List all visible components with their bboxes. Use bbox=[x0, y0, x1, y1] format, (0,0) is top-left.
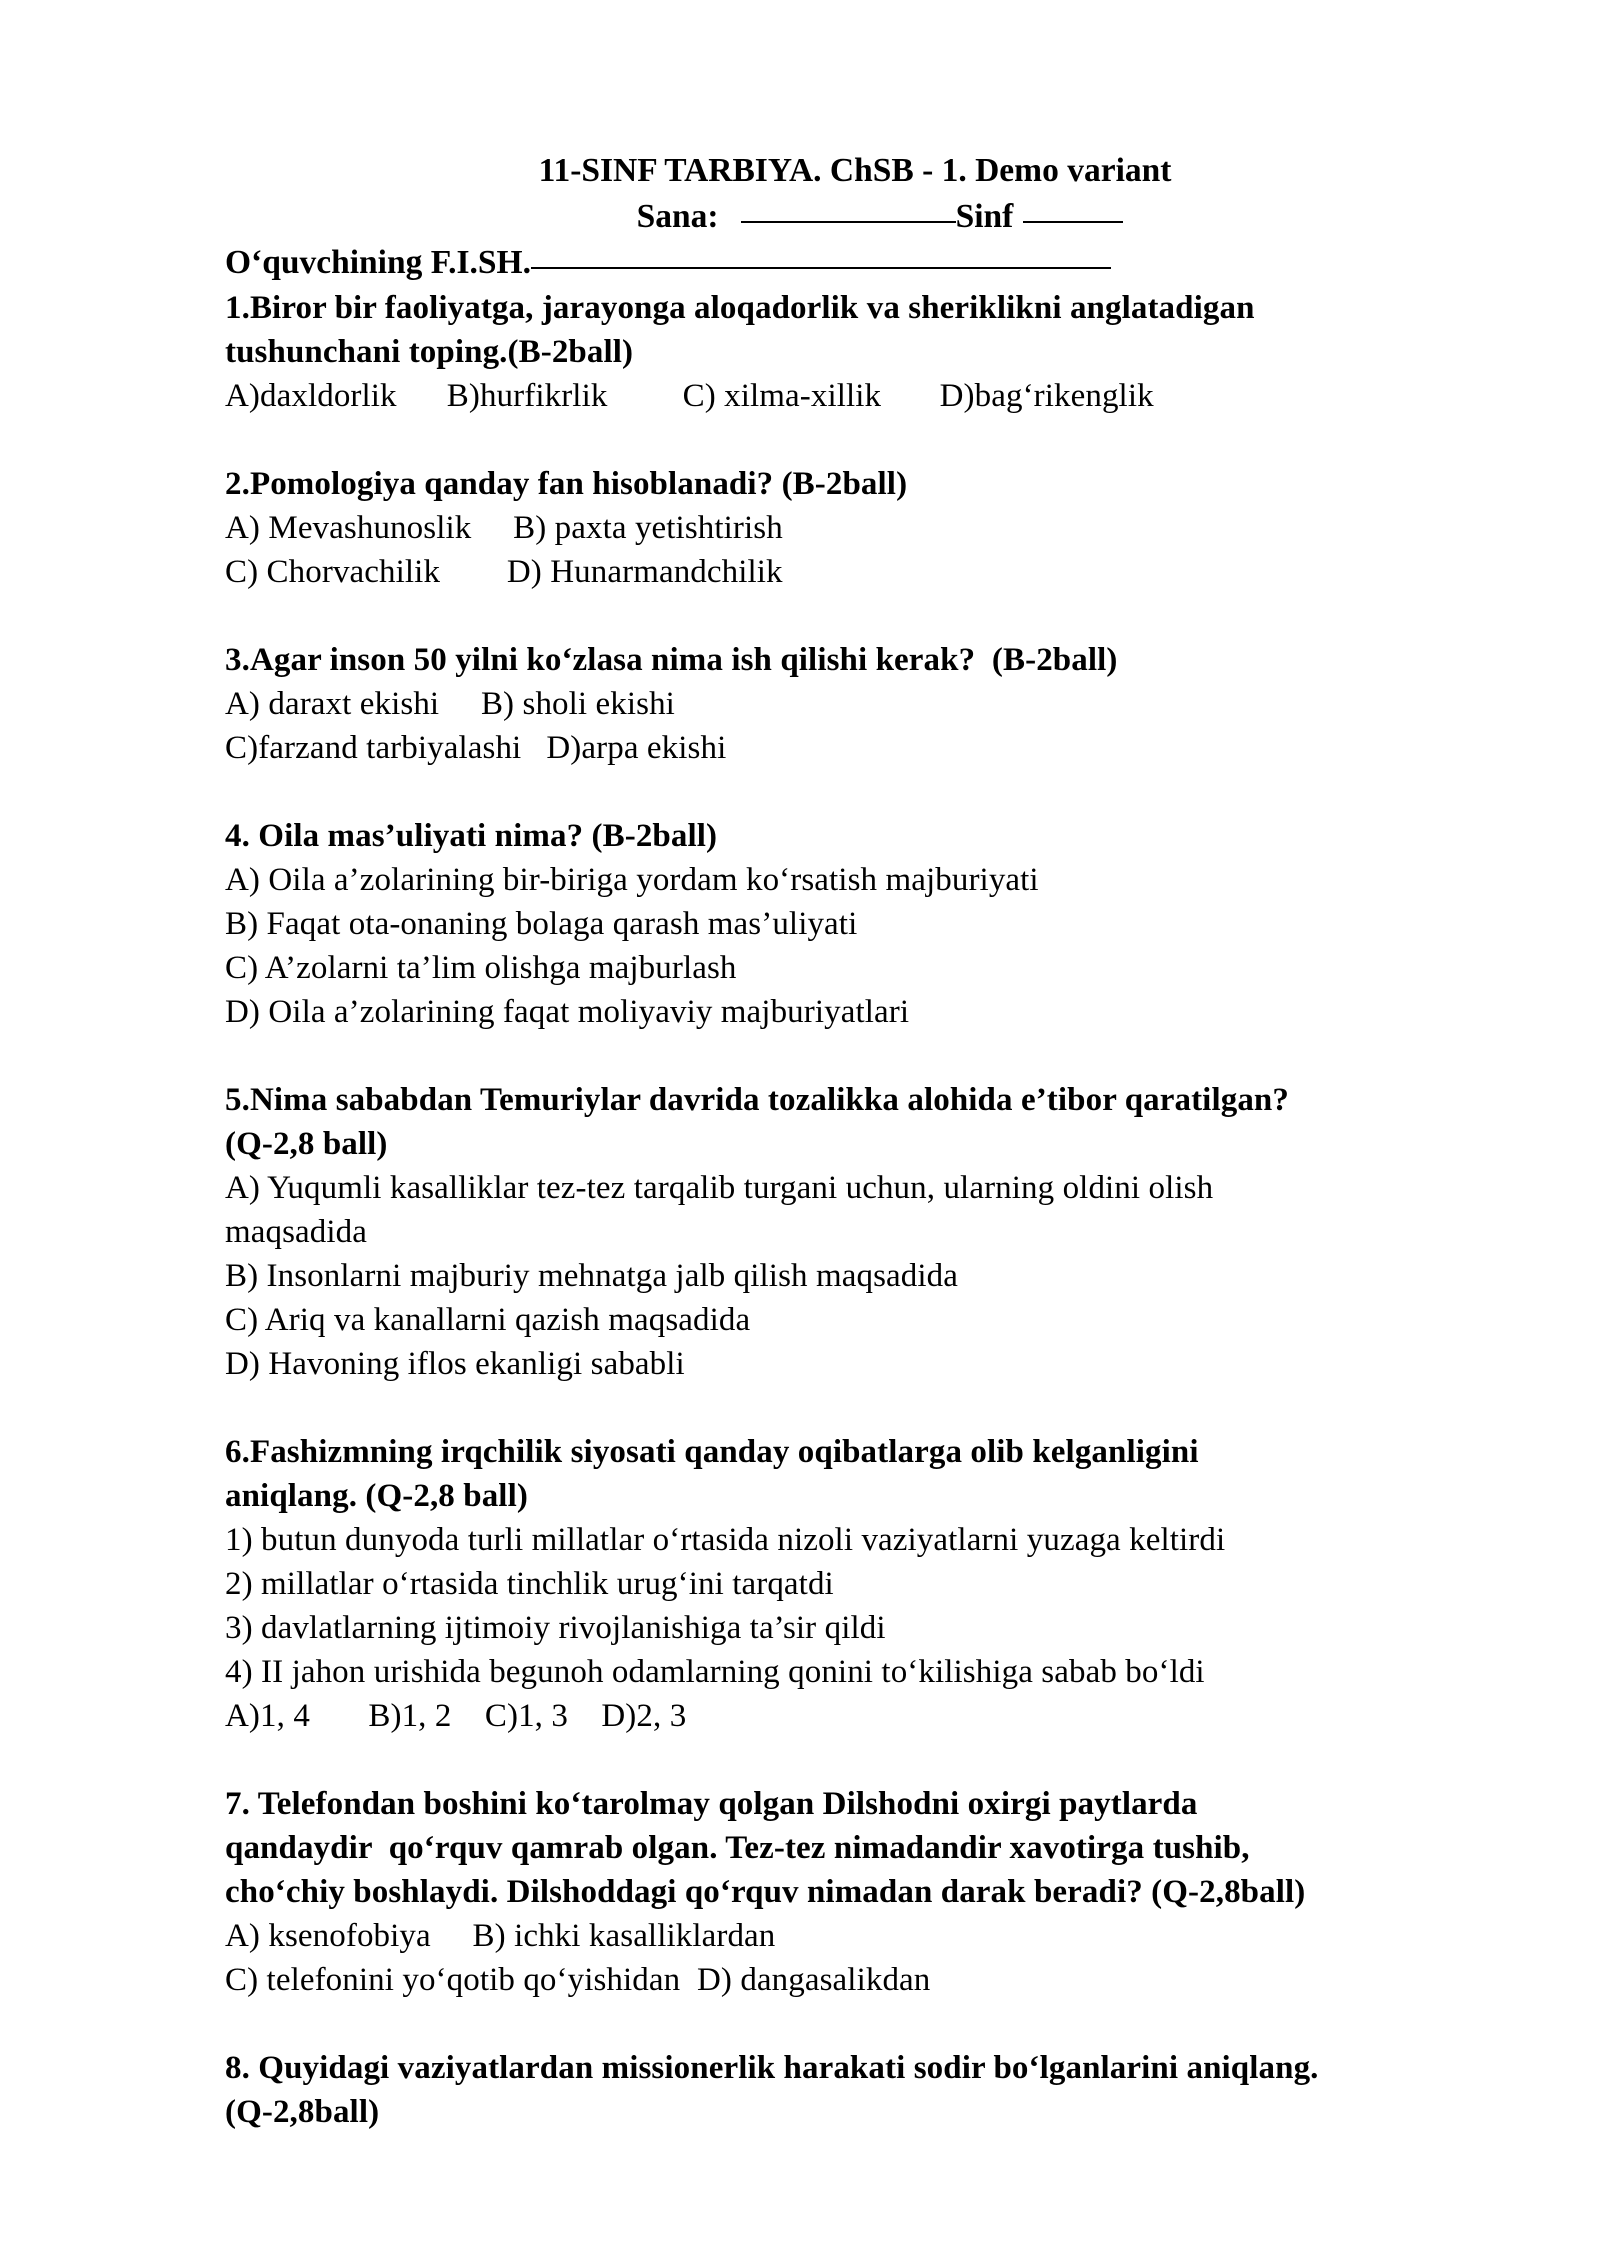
question-q4 bbox=[225, 814, 1475, 1034]
question-stem-line: 2.Pomologiya qanday fan hisoblanadi? (B-2ball) bbox=[225, 466, 908, 502]
date-class-line bbox=[225, 194, 1475, 240]
question-stem-line: cho‘chiy boshlaydi. Dilshoddagi qo‘rquv nimadan darak beradi? (Q-2,8ball) bbox=[225, 1874, 1306, 1910]
block-spacer bbox=[225, 594, 1475, 638]
answer-option-line[interactable]: C)farzand tarbiyalashi D)arpa ekishi bbox=[225, 730, 727, 766]
answer-option-line[interactable]: maqsadida bbox=[225, 1214, 368, 1250]
student-name-label: O‘quvchining F.I.SH. bbox=[225, 244, 531, 281]
block-spacer bbox=[225, 418, 1475, 462]
block-spacer bbox=[225, 1034, 1475, 1078]
block-spacer bbox=[225, 770, 1475, 814]
block-spacer bbox=[225, 2002, 1475, 2046]
answer-option-line[interactable]: 1) butun dunyoda turli millatlar o‘rtasida nizoli vaziyatlarni yuzaga keltirdi bbox=[225, 1522, 1226, 1558]
answer-option-line[interactable]: C) telefonini yo‘qotib qo‘yishidan D) dangasalikdan bbox=[225, 1962, 931, 1998]
date-label: Sana: bbox=[636, 198, 719, 235]
block-spacer bbox=[225, 1386, 1475, 1430]
question-q1 bbox=[225, 286, 1475, 418]
answer-option-line[interactable]: A) Oila a’zolarining bir-biriga yordam ko‘rsatish majburiyati bbox=[225, 862, 1039, 898]
page-title: 11-SINF TARBIYA. ChSB - 1. Demo variant bbox=[538, 152, 1172, 189]
class-blank-rule[interactable] bbox=[1023, 221, 1123, 223]
date-blank-rule[interactable] bbox=[741, 221, 956, 223]
question-q8 bbox=[225, 2046, 1475, 2134]
question-stem-line: 3.Agar inson 50 yilni ko‘zlasa nima ish qilishi kerak? (B-2ball) bbox=[225, 642, 1118, 678]
block-spacer bbox=[225, 1738, 1475, 1782]
question-stem-line: qandaydir qo‘rquv qamrab olgan. Tez-tez nimadandir xavotirga tushib, bbox=[225, 1830, 1250, 1866]
answer-option-line[interactable]: 2) millatlar o‘rtasida tinchlik urug‘ini tarqatdi bbox=[225, 1566, 834, 1602]
answer-option-line[interactable]: D) Oila a’zolarining faqat moliyaviy majburiyatlari bbox=[225, 994, 910, 1030]
document-header bbox=[225, 148, 1475, 286]
class-label: Sinf bbox=[955, 198, 1014, 235]
answer-option-line[interactable]: A) daraxt ekishi B) sholi ekishi bbox=[225, 686, 675, 722]
answer-option-line[interactable]: 3) davlatlarning ijtimoiy rivojlanishiga ta’sir qildi bbox=[225, 1610, 886, 1646]
question-stem-line: 8. Quyidagi vaziyatlardan missionerlik harakati sodir bo‘lganlarini aniqlang. bbox=[225, 2050, 1319, 2086]
answer-option-line[interactable]: A)1, 4 B)1, 2 C)1, 3 D)2, 3 bbox=[225, 1698, 687, 1734]
answer-option-line[interactable]: C) Ariq va kanallarni qazish maqsadida bbox=[225, 1302, 751, 1338]
answer-option-line[interactable]: B) Faqat ota-onaning bolaga qarash mas’uliyati bbox=[225, 906, 858, 942]
answer-option-line[interactable]: A) Yuqumli kasalliklar tez-tez tarqalib turgani uchun, ularning oldini olish bbox=[225, 1170, 1214, 1206]
question-q2 bbox=[225, 462, 1475, 594]
answer-option-line[interactable]: C) Chorvachilik D) Hunarmandchilik bbox=[225, 554, 783, 590]
answer-option-line[interactable]: 4) II jahon urishida begunoh odamlarning qonini to‘kilishiga sabab bo‘ldi bbox=[225, 1654, 1205, 1690]
question-stem-line: tushunchani toping.(B-2ball) bbox=[225, 334, 634, 370]
student-name-line bbox=[225, 240, 1475, 286]
answer-option-line[interactable]: C) A’zolarni ta’lim olishga majburlash bbox=[225, 950, 737, 986]
question-stem-line: 4. Oila mas’uliyati nima? (B-2ball) bbox=[225, 818, 718, 854]
question-stem-line: (Q-2,8ball) bbox=[225, 2094, 380, 2130]
question-stem-line: 1.Biror bir faoliyatga, jarayonga aloqadorlik va sheriklikni anglatadigan bbox=[225, 290, 1255, 326]
question-stem-line: 6.Fashizmning irqchilik siyosati qanday oqibatlarga olib kelganligini bbox=[225, 1434, 1199, 1470]
answer-option-line[interactable]: A)daxldorlik B)hurfikrlik C) xilma-xillik D)bag‘rikenglik bbox=[225, 378, 1154, 414]
question-q7 bbox=[225, 1782, 1475, 2002]
question-q3 bbox=[225, 638, 1475, 770]
question-stem-line: (Q-2,8 ball) bbox=[225, 1126, 388, 1162]
question-stem-line: 7. Telefondan boshini ko‘tarolmay qolgan Dilshodni oxirgi paytlarda bbox=[225, 1786, 1198, 1822]
question-stem-line: aniqlang. (Q-2,8 ball) bbox=[225, 1478, 528, 1514]
exam-sheet bbox=[225, 148, 1475, 2134]
student-name-blank-rule[interactable] bbox=[531, 267, 1111, 269]
answer-option-line[interactable]: A) ksenofobiya B) ichki kasalliklardan bbox=[225, 1918, 776, 1954]
answer-option-line[interactable]: B) Insonlarni majburiy mehnatga jalb qilish maqsadida bbox=[225, 1258, 958, 1294]
answer-option-line[interactable]: D) Havoning iflos ekanligi sababli bbox=[225, 1346, 685, 1382]
question-q5 bbox=[225, 1078, 1475, 1386]
question-q6 bbox=[225, 1430, 1475, 1738]
answer-option-line[interactable]: A) Mevashunoslik B) paxta yetishtirish bbox=[225, 510, 783, 546]
question-stem-line: 5.Nima sababdan Temuriylar davrida tozalikka alohida e’tibor qaratilgan? bbox=[225, 1082, 1289, 1118]
